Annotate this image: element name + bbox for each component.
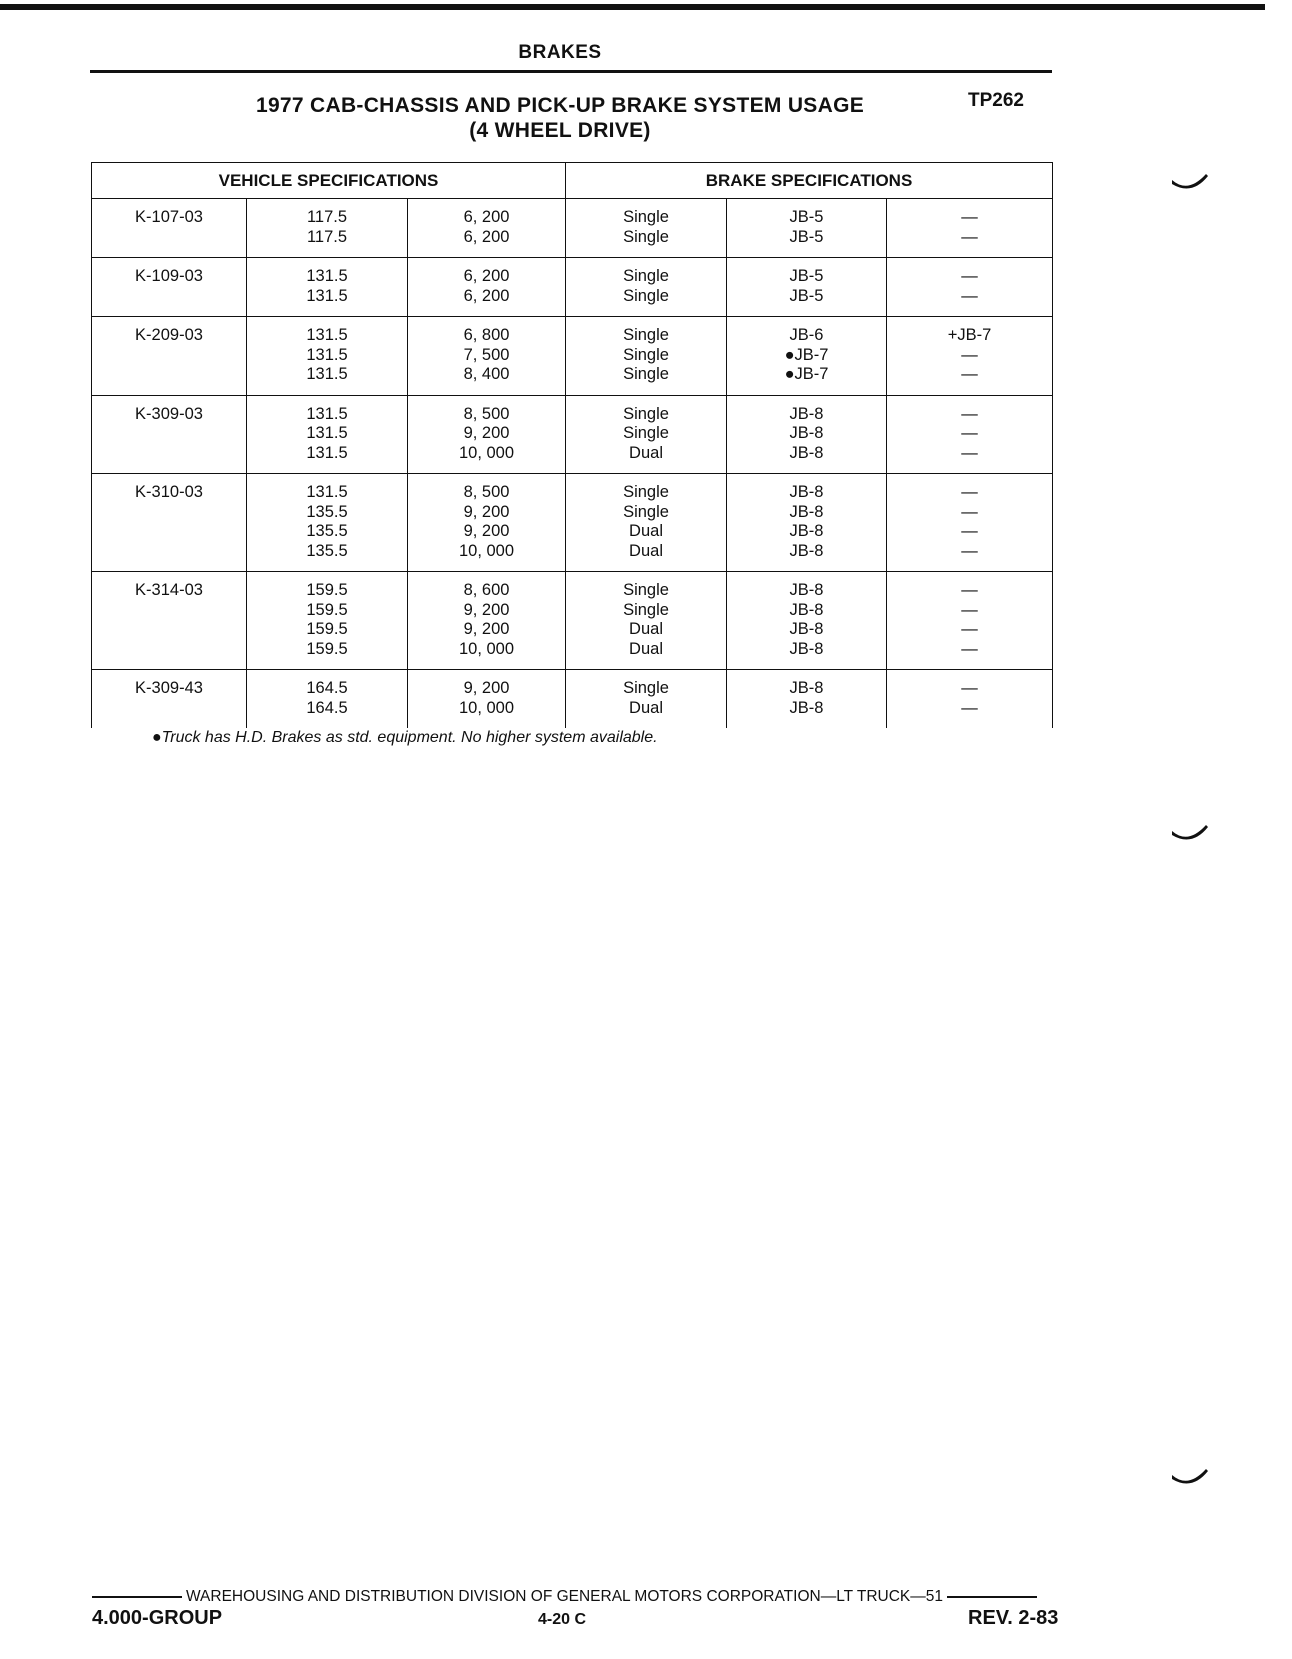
cell-line: 8, 600	[463, 581, 510, 599]
cell-line: Single	[623, 227, 669, 246]
optional-brake-cell	[887, 199, 1053, 258]
optional-brake-cell	[887, 395, 1053, 474]
cell-line: —	[961, 600, 978, 619]
cell-line: Single	[623, 424, 669, 442]
wheelbase-cell	[247, 395, 408, 474]
footer-revision: REV. 2-83	[968, 1607, 1059, 1629]
cell-line: JB-6	[789, 326, 824, 344]
cell-line: 9, 200	[463, 522, 510, 540]
model-cell	[92, 258, 247, 317]
model-cell	[92, 395, 247, 474]
cell-line: Single	[623, 600, 669, 619]
table-row	[92, 199, 1053, 258]
cell-line: JB-8	[789, 522, 824, 540]
cell-line: 8, 400	[463, 365, 510, 383]
cell-line: 135.5	[306, 541, 348, 560]
cell-line: +JB-7	[947, 326, 992, 344]
cell-line: 117.5	[306, 208, 348, 226]
optional-brake-cell	[887, 317, 1053, 396]
cell-line: K-309-43	[135, 679, 203, 697]
cell-line: Single	[623, 502, 669, 521]
cell-line: 6, 200	[463, 227, 510, 246]
cell-line: —	[961, 483, 978, 501]
wheelbase-cell	[247, 670, 408, 729]
brake-system-cell	[566, 199, 727, 258]
brake-system-cell	[566, 317, 727, 396]
binder-clip-icon	[1170, 1467, 1210, 1489]
gvw-cell	[408, 572, 566, 670]
title-line-1: 1977 CAB-CHASSIS AND PICK-UP BRAKE SYSTEM USAGE	[255, 94, 865, 117]
optional-brake-cell	[887, 258, 1053, 317]
cell-line: —	[961, 345, 978, 364]
cell-line: 131.5	[306, 286, 348, 305]
cell-line: Single	[623, 208, 669, 226]
cell-line: Dual	[629, 522, 663, 540]
optional-brake-cell	[887, 572, 1053, 670]
section-rule	[90, 70, 1052, 73]
cell-line: 164.5	[306, 698, 348, 717]
cell-line: JB-8	[789, 639, 824, 658]
table-row	[92, 572, 1053, 670]
cell-line: JB-8	[789, 424, 824, 442]
table-row	[92, 670, 1053, 729]
model-cell	[92, 670, 247, 729]
cell-line: Dual	[629, 541, 663, 560]
cell-line: 131.5	[306, 345, 348, 364]
cell-line: 159.5	[306, 600, 348, 619]
optional-brake-cell	[887, 474, 1053, 572]
footer-division-line	[92, 1588, 1072, 1606]
cell-line: K-107-03	[135, 208, 203, 226]
top-rule	[0, 4, 1265, 10]
cell-line: Dual	[629, 620, 663, 638]
cell-line: —	[961, 679, 978, 697]
cell-line: 131.5	[306, 326, 348, 344]
cell-line: 131.5	[306, 483, 348, 501]
cell-line: JB-8	[789, 443, 824, 462]
cell-line: 159.5	[306, 620, 348, 638]
cell-line: 6, 800	[463, 326, 510, 344]
cell-line: Single	[623, 345, 669, 364]
cell-line: JB-8	[789, 502, 824, 521]
optional-brake-cell	[887, 670, 1053, 729]
cell-line: K-310-03	[135, 483, 203, 501]
brake-usage-table	[91, 162, 1053, 728]
cell-line: 9, 200	[463, 600, 510, 619]
cell-line: 9, 200	[463, 502, 510, 521]
cell-line: 159.5	[306, 639, 348, 658]
cell-line: ●JB-7	[784, 345, 829, 364]
model-cell	[92, 474, 247, 572]
cell-line: Dual	[629, 443, 663, 462]
cell-line: 6, 200	[463, 286, 510, 305]
standard-brake-cell	[727, 199, 887, 258]
cell-line: Single	[623, 326, 669, 344]
model-cell	[92, 572, 247, 670]
cell-line: —	[961, 620, 978, 638]
footnote: ●Truck has H.D. Brakes as std. equipment. No higher system available.	[152, 729, 658, 746]
standard-brake-cell	[727, 395, 887, 474]
document-title	[200, 93, 920, 143]
section-title: BRAKES	[518, 42, 602, 63]
cell-line: —	[961, 267, 978, 285]
standard-brake-cell	[727, 258, 887, 317]
wheelbase-cell	[247, 572, 408, 670]
cell-line: 131.5	[306, 404, 348, 423]
cell-line: 7, 500	[463, 345, 510, 364]
cell-line: 8, 500	[463, 483, 510, 501]
cell-line: —	[961, 443, 978, 462]
cell-line: 10, 000	[458, 443, 515, 462]
cell-line: JB-8	[789, 483, 824, 501]
gvw-cell	[408, 317, 566, 396]
cell-line: —	[961, 541, 978, 560]
brake-system-cell	[566, 258, 727, 317]
table-row	[92, 258, 1053, 317]
table-body	[92, 199, 1053, 729]
table-header-row	[92, 163, 1053, 199]
cell-line: 9, 200	[463, 620, 510, 638]
brake-system-cell	[566, 395, 727, 474]
table-row	[92, 317, 1053, 396]
cell-line: 131.5	[306, 443, 348, 462]
wheelbase-cell	[247, 199, 408, 258]
cell-line: Single	[623, 679, 669, 697]
vehicle-specifications-header: VEHICLE SPECIFICATIONS	[92, 163, 566, 199]
cell-line: Single	[623, 483, 669, 501]
cell-line: 131.5	[306, 424, 348, 442]
cell-line: Single	[623, 267, 669, 285]
cell-line: JB-5	[789, 286, 824, 305]
cell-line: 8, 500	[463, 404, 510, 423]
cell-line: Dual	[629, 698, 663, 717]
cell-line: ●JB-7	[784, 365, 829, 383]
cell-line: JB-8	[789, 600, 824, 619]
cell-line: —	[961, 208, 978, 226]
document-code: TP262	[968, 90, 1024, 111]
footer-division-text: WAREHOUSING AND DISTRIBUTION DIVISION OF GENERAL MOTORS CORPORATION—LT TRUCK—51	[186, 1588, 944, 1605]
wheelbase-cell	[247, 317, 408, 396]
wheelbase-cell	[247, 474, 408, 572]
cell-line: 10, 000	[458, 698, 515, 717]
footer-rule-right	[947, 1596, 1037, 1598]
table-row	[92, 395, 1053, 474]
cell-line: 131.5	[306, 267, 348, 285]
gvw-cell	[408, 199, 566, 258]
brake-system-cell	[566, 670, 727, 729]
cell-line: —	[961, 698, 978, 717]
gvw-cell	[408, 474, 566, 572]
cell-line: —	[961, 286, 978, 305]
cell-line: Single	[623, 581, 669, 599]
cell-line: 135.5	[306, 522, 348, 540]
cell-line: 131.5	[306, 365, 348, 383]
cell-line: —	[961, 639, 978, 658]
cell-line: 6, 200	[463, 267, 510, 285]
cell-line: —	[961, 424, 978, 442]
cell-line: JB-5	[789, 227, 824, 246]
standard-brake-cell	[727, 317, 887, 396]
cell-line: K-109-03	[135, 267, 203, 285]
cell-line: Single	[623, 404, 669, 423]
cell-line: 159.5	[306, 581, 348, 599]
cell-line: JB-5	[789, 208, 824, 226]
gvw-cell	[408, 395, 566, 474]
cell-line: —	[961, 404, 978, 423]
wheelbase-cell	[247, 258, 408, 317]
cell-line: 9, 200	[463, 679, 510, 697]
cell-line: —	[961, 502, 978, 521]
cell-line: 9, 200	[463, 424, 510, 442]
model-cell	[92, 199, 247, 258]
brake-system-cell	[566, 474, 727, 572]
standard-brake-cell	[727, 670, 887, 729]
cell-line: JB-8	[789, 620, 824, 638]
cell-line: 135.5	[306, 502, 348, 521]
cell-line: —	[961, 227, 978, 246]
cell-line: —	[961, 581, 978, 599]
footer-group: 4.000-GROUP	[92, 1607, 223, 1629]
cell-line: JB-8	[789, 679, 824, 697]
cell-line: JB-5	[789, 267, 824, 285]
cell-line: 6, 200	[463, 208, 510, 226]
standard-brake-cell	[727, 474, 887, 572]
cell-line: JB-8	[789, 541, 824, 560]
cell-line: —	[961, 365, 978, 383]
footer-page-number: 4-20 C	[538, 1611, 587, 1628]
model-cell	[92, 317, 247, 396]
cell-line: JB-8	[789, 581, 824, 599]
cell-line: Single	[623, 286, 669, 305]
cell-line: Single	[623, 365, 669, 383]
cell-line: JB-8	[789, 698, 824, 717]
binder-clip-icon	[1170, 172, 1210, 194]
standard-brake-cell	[727, 572, 887, 670]
title-line-2: (4 WHEEL DRIVE)	[469, 119, 651, 142]
gvw-cell	[408, 670, 566, 729]
cell-line: K-314-03	[135, 581, 203, 599]
cell-line: 10, 000	[458, 639, 515, 658]
cell-line: 10, 000	[458, 541, 515, 560]
cell-line: K-209-03	[135, 326, 203, 344]
cell-line: JB-8	[789, 404, 824, 423]
cell-line: K-309-03	[135, 404, 203, 423]
binder-clip-icon	[1170, 823, 1210, 845]
cell-line: —	[961, 522, 978, 540]
footer-rule-left	[92, 1596, 182, 1598]
gvw-cell	[408, 258, 566, 317]
brake-specifications-header: BRAKE SPECIFICATIONS	[566, 163, 1053, 199]
cell-line: 164.5	[306, 679, 348, 697]
cell-line: 117.5	[306, 227, 348, 246]
cell-line: Dual	[629, 639, 663, 658]
brake-system-cell	[566, 572, 727, 670]
table-row	[92, 474, 1053, 572]
